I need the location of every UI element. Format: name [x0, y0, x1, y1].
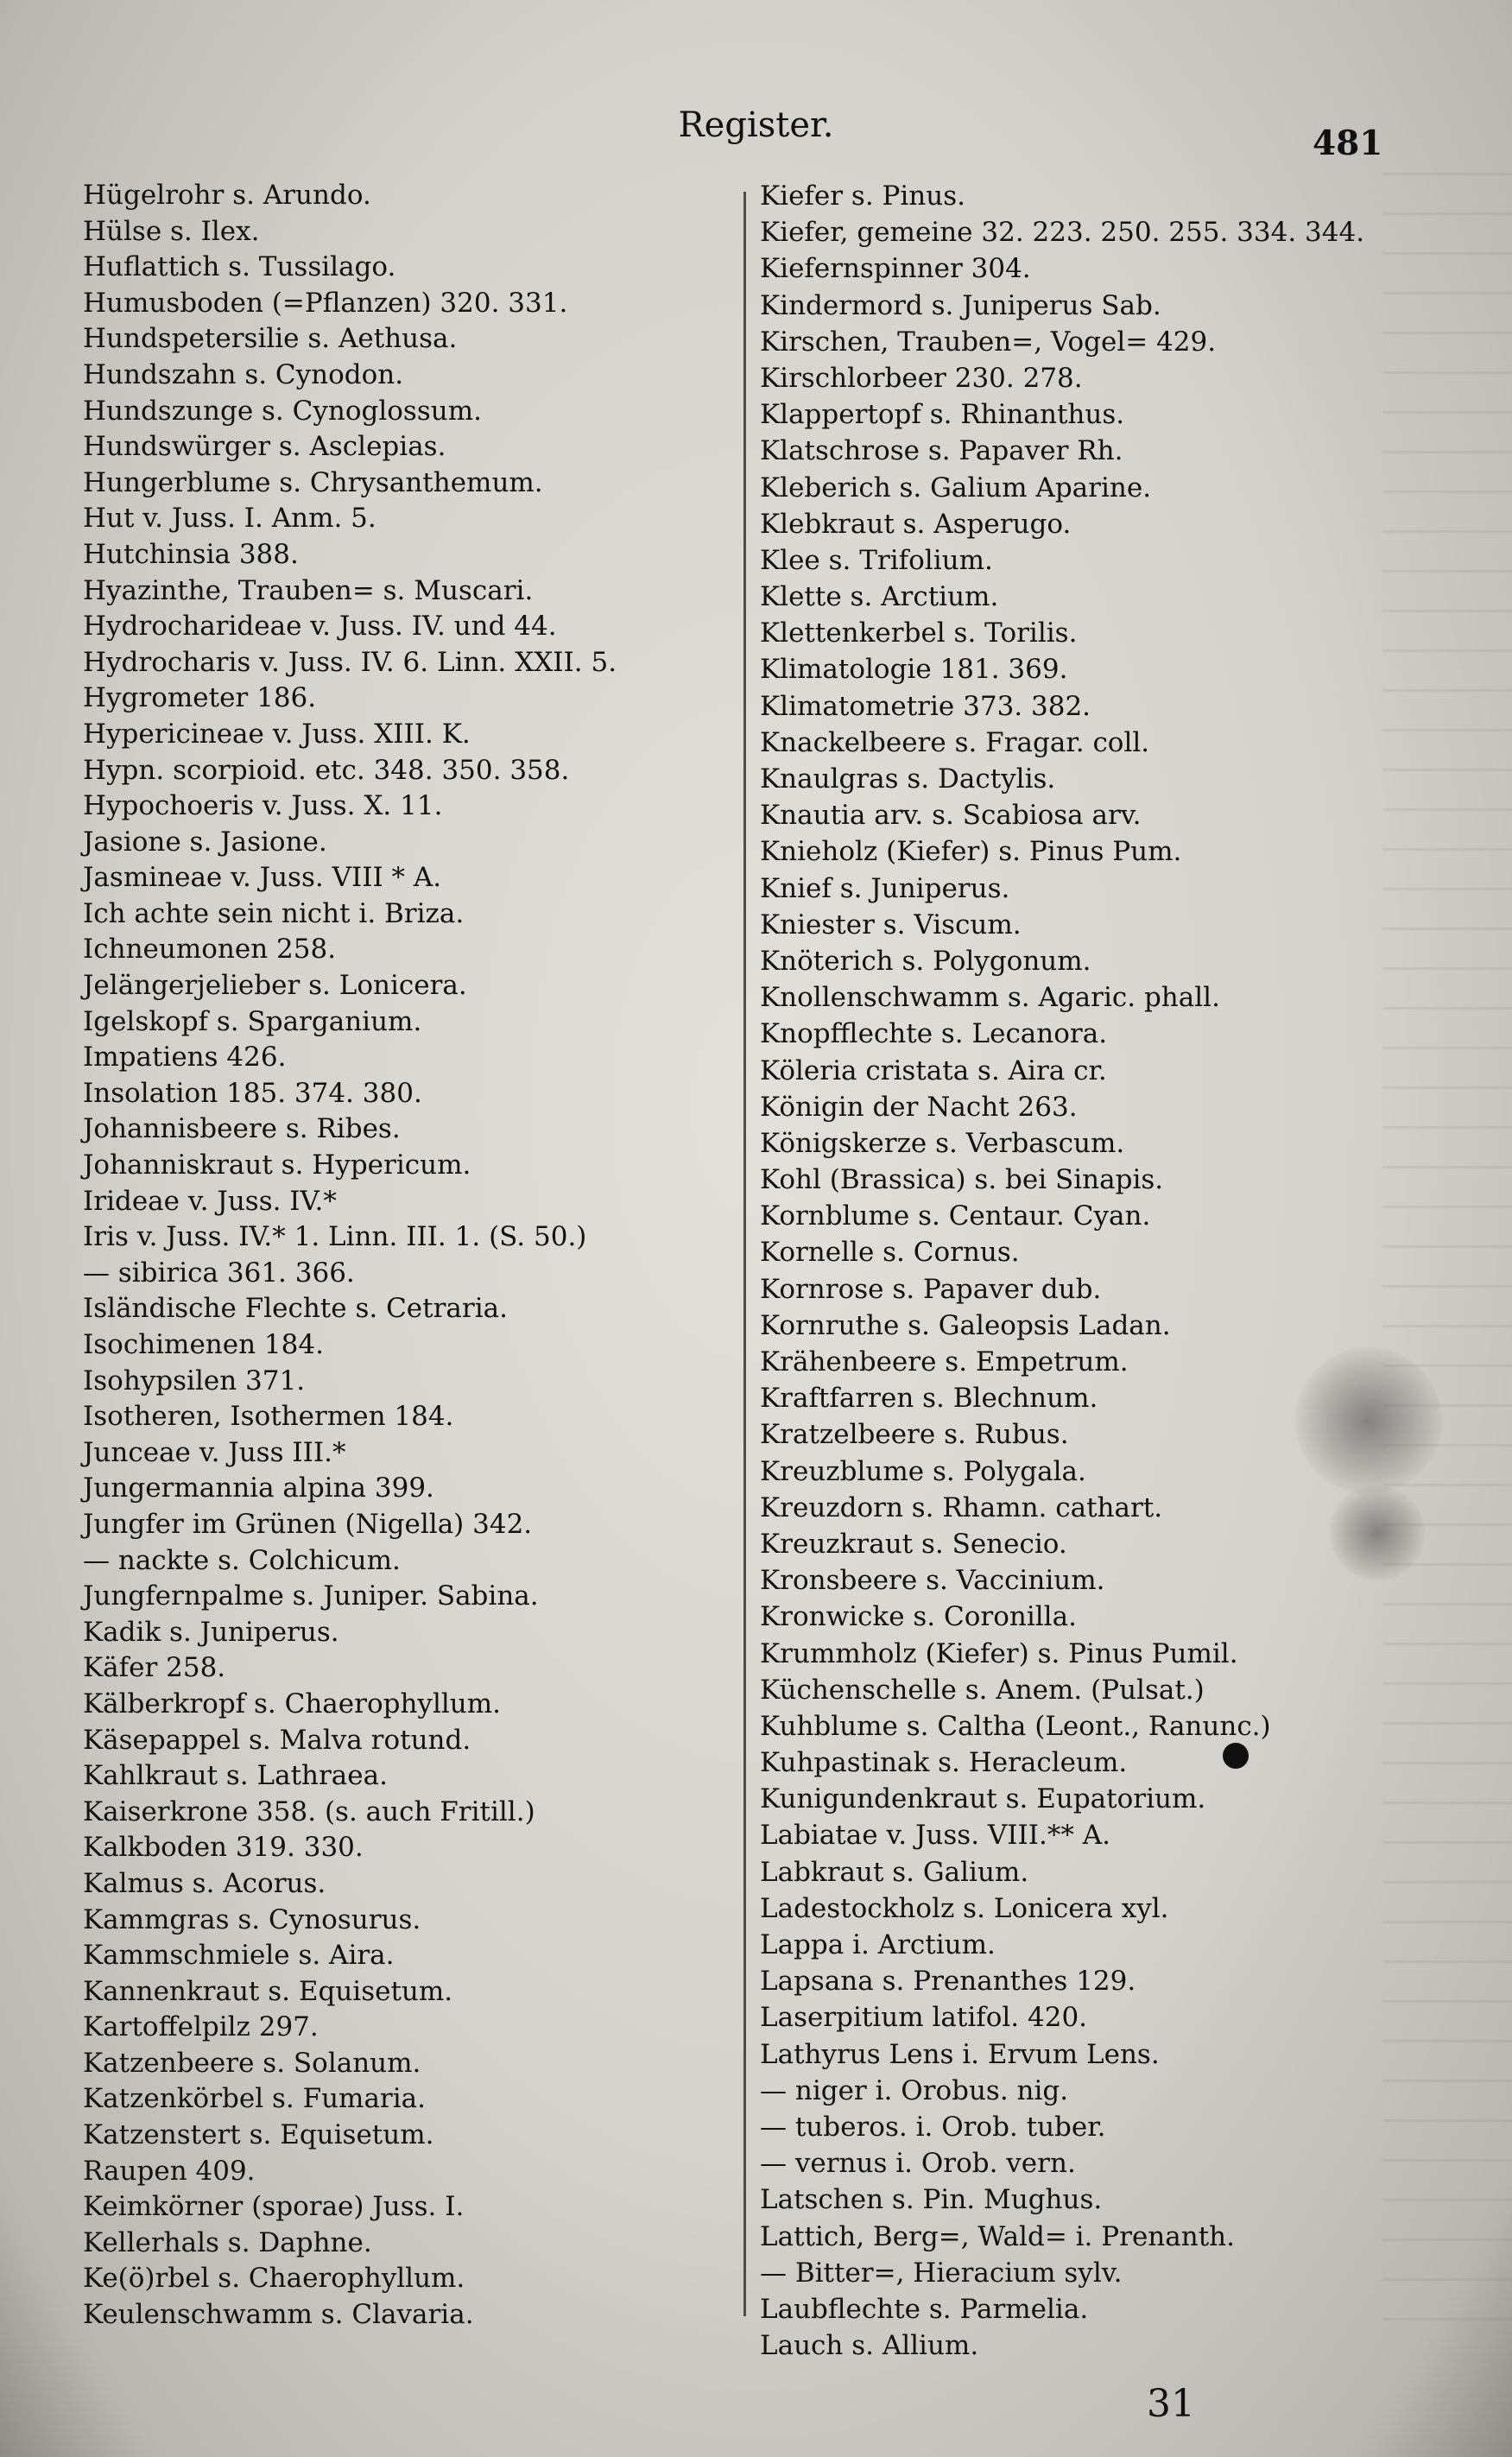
index-entry: Knöterich s. Polygonum. — [760, 945, 1091, 977]
index-entry: Kreuzkraut s. Senecio. — [760, 1528, 1067, 1560]
index-entry: Klettenkerbel s. Torilis. — [760, 617, 1078, 649]
index-entry: Laubflechte s. Parmelia. — [760, 2293, 1089, 2325]
index-entry: Insolation 185. 374. 380. — [83, 1077, 422, 1109]
index-entry: Ich achte sein nicht i. Briza. — [83, 897, 465, 929]
index-entry: Kornelle s. Cornus. — [760, 1237, 1020, 1269]
index-entry: Klee s. Trifolium. — [760, 544, 993, 576]
index-entry: Kronwicke s. Coronilla. — [760, 1601, 1077, 1633]
index-entry: Latschen s. Pin. Mughus. — [760, 2184, 1103, 2216]
index-entry: Klatschrose s. Papaver Rh. — [760, 435, 1123, 467]
index-entry: Küchenschelle s. Anem. (Pulsat.) — [760, 1674, 1205, 1706]
index-entry: Hygrometer 186. — [83, 682, 317, 714]
index-entry: Kniester s. Viscum. — [760, 909, 1022, 940]
index-entry: Lauch s. Allium. — [760, 2330, 979, 2362]
index-entry: Lathyrus Lens i. Ervum Lens. — [760, 2038, 1160, 2070]
index-entry: Isländische Flechte s. Cetraria. — [83, 1293, 508, 1325]
index-entry: Hundszunge s. Cynoglossum. — [83, 395, 482, 427]
index-entry: Kannenkraut s. Equisetum. — [83, 1975, 453, 2007]
index-entry: Lappa i. Arctium. — [760, 1929, 996, 1960]
signature-mark: 31 — [1147, 2382, 1195, 2426]
index-entry: Kratzelbeere s. Rubus. — [760, 1419, 1069, 1451]
index-entry: Kraftfarren s. Blechnum. — [760, 1383, 1098, 1415]
index-entry: Klette s. Arctium. — [760, 581, 999, 613]
index-entry: Kohl (Brassica) s. bei Sinapis. — [760, 1164, 1164, 1196]
index-entry: Kahlkraut s. Lathraea. — [83, 1760, 388, 1792]
index-entry: Iris v. Juss. IV.* 1. Linn. III. 1. (S. 50.) — [83, 1221, 587, 1253]
index-entry: Hyazinthe, Trauben= s. Muscari. — [83, 574, 534, 606]
index-entry: Katzenstert s. Equisetum. — [83, 2119, 434, 2151]
index-entry: Hypericineae v. Juss. XIII. K. — [83, 718, 471, 750]
ink-blot — [1223, 1743, 1249, 1769]
index-entry: Jungermannia alpina 399. — [83, 1472, 434, 1504]
index-entry: Ladestockholz s. Lonicera xyl. — [760, 1892, 1169, 1924]
index-entry: Hypochoeris v. Juss. X. 11. — [83, 790, 443, 822]
index-entry: Kirschlorbeer 230. 278. — [760, 362, 1083, 394]
index-entry: Kindermord s. Juniperus Sab. — [760, 289, 1161, 321]
index-entry: — vernus i. Orob. vern. — [760, 2148, 1076, 2180]
index-entry: Katzenbeere s. Solanum. — [83, 2047, 421, 2079]
index-entry: Kronsbeere s. Vaccinium. — [760, 1565, 1105, 1597]
index-entry: Königin der Nacht 263. — [760, 1091, 1078, 1123]
index-entry: Hydrocharideae v. Juss. IV. und 44. — [83, 611, 557, 643]
index-entry: Keimkörner (sporae) Juss. I. — [83, 2191, 465, 2223]
left-column — [83, 178, 739, 2334]
column-divider — [743, 192, 746, 2316]
index-entry: Knautia arv. s. Scabiosa arv. — [760, 800, 1142, 832]
index-entry: Käfer 258. — [83, 1652, 226, 1684]
index-entry: Hülse s. Ilex. — [83, 215, 260, 247]
index-entry: Kuhpastinak s. Heracleum. — [760, 1747, 1128, 1779]
index-entry: Humusboden (=Pflanzen) 320. 331. — [83, 287, 568, 319]
index-entry: Kälberkropf s. Chaerophyllum. — [83, 1688, 501, 1719]
index-entry: Jasione s. Jasione. — [83, 826, 327, 858]
index-entry: Kaiserkrone 358. (s. auch Fritill.) — [83, 1795, 535, 1827]
index-entry: Ke(ö)rbel s. Chaerophyllum. — [83, 2263, 465, 2295]
index-entry: Impatiens 426. — [83, 1042, 287, 1073]
index-entry: Junceae v. Juss III.* — [83, 1436, 346, 1468]
index-entry: — tuberos. i. Orob. tuber. — [760, 2111, 1106, 2143]
index-entry: Johanniskraut s. Hypericum. — [83, 1149, 471, 1181]
index-entry: Jungfer im Grünen (Nigella) 342. — [83, 1508, 533, 1540]
index-entry: Lapsana s. Prenanthes 129. — [760, 1966, 1136, 1998]
index-entry: Hutchinsia 388. — [83, 538, 299, 570]
index-entry: Klappertopf s. Rhinanthus. — [760, 399, 1125, 431]
index-entry: Hut v. Juss. I. Anm. 5. — [83, 503, 376, 535]
index-entry: Hundspetersilie s. Aethusa. — [83, 323, 458, 355]
index-entry: Kadik s. Juniperus. — [83, 1616, 339, 1648]
index-entry: Katzenkörbel s. Fumaria. — [83, 2083, 427, 2115]
index-entry: Kreuzblume s. Polygala. — [760, 1455, 1086, 1487]
index-entry: Köleria cristata s. Aira cr. — [760, 1054, 1107, 1086]
index-entry: Hypn. scorpioid. etc. 348. 350. 358. — [83, 754, 570, 786]
index-entry: Krähenbeere s. Empetrum. — [760, 1346, 1129, 1377]
index-entry: Hügelrohr s. Arundo. — [83, 180, 371, 211]
index-entry: Huflattich s. Tussilago. — [83, 251, 396, 283]
index-entry: Knaulgras s. Dactylis. — [760, 763, 1056, 795]
index-entry: Labkraut s. Galium. — [760, 1856, 1029, 1888]
index-entry: Kalmus s. Acorus. — [83, 1867, 326, 1899]
index-entry: Laserpitium latifol. 420. — [760, 2002, 1088, 2034]
index-entry: Raupen 409. — [83, 2155, 256, 2187]
index-entry: Kammgras s. Cynosurus. — [83, 1903, 421, 1935]
index-entry: Kleberich s. Galium Aparine. — [760, 472, 1152, 503]
page-number: 481 — [1313, 123, 1383, 163]
index-entry: Kornblume s. Centaur. Cyan. — [760, 1200, 1151, 1232]
index-entry: Kammschmiele s. Aira. — [83, 1940, 395, 1972]
index-entry: Jungfernpalme s. Juniper. Sabina. — [83, 1580, 539, 1612]
index-entry: Kiefer, gemeine 32. 223. 250. 255. 334. 344. — [760, 217, 1365, 249]
index-entry: Krummholz (Kiefer) s. Pinus Pumil. — [760, 1637, 1238, 1669]
index-entry: Isohypsilen 371. — [83, 1365, 306, 1396]
right-column — [760, 178, 1382, 2364]
index-entry: Knief s. Juniperus. — [760, 872, 1010, 904]
index-entry: Königskerze s. Verbascum. — [760, 1127, 1125, 1159]
index-entry: Jasmineae v. Juss. VIII * A. — [83, 862, 442, 894]
index-entry: — sibirica 361. 366. — [83, 1257, 355, 1289]
index-entry: Kornruthe s. Galeopsis Ladan. — [760, 1309, 1171, 1341]
index-entry: Jelängerjelieber s. Lonicera. — [83, 970, 467, 1002]
index-entry: Igelskopf s. Sparganium. — [83, 1005, 422, 1037]
index-entry: Hundswürger s. Asclepias. — [83, 431, 446, 463]
index-entry: Kreuzdorn s. Rhamn. cathart. — [760, 1491, 1163, 1523]
index-entry: Lattich, Berg=, Wald= i. Prenanth. — [760, 2220, 1235, 2252]
index-entry: Kornrose s. Papaver dub. — [760, 1273, 1102, 1305]
index-entry: Isotheren, Isothermen 184. — [83, 1401, 454, 1433]
index-entry: Kirschen, Trauben=, Vogel= 429. — [760, 326, 1217, 358]
index-entry: Labiatae v. Juss. VIII.** A. — [760, 1820, 1110, 1852]
index-entry: Hundszahn s. Cynodon. — [83, 358, 404, 390]
index-entry: — niger i. Orobus. nig. — [760, 2074, 1069, 2106]
index-entry: Kellerhals s. Daphne. — [83, 2226, 372, 2258]
index-entry: Kuhblume s. Caltha (Leont., Ranunc.) — [760, 1710, 1271, 1742]
index-entry: Johannisbeere s. Ribes. — [83, 1113, 401, 1145]
index-entry: Irideae v. Juss. IV.* — [83, 1185, 337, 1217]
index-entry: Knopfflechte s. Lecanora. — [760, 1018, 1108, 1050]
index-entry: Hydrocharis v. Juss. IV. 6. Linn. XXII. 5. — [83, 646, 617, 678]
index-entry: Kiefernspinner 304. — [760, 253, 1031, 285]
index-entry: Isochimenen 184. — [83, 1329, 324, 1360]
index-entry: Ichneumonen 258. — [83, 934, 337, 966]
index-entry: Hungerblume s. Chrysanthemum. — [83, 466, 543, 498]
index-entry: Klebkraut s. Asperugo. — [760, 508, 1072, 540]
bleed-through-shadow — [1382, 173, 1512, 2332]
index-entry: Kalkboden 319. 330. — [83, 1832, 364, 1864]
index-entry: — Bitter=, Hieracium sylv. — [760, 2257, 1123, 2289]
index-entry: Klimatometrie 373. 382. — [760, 690, 1091, 722]
index-entry: — nackte s. Colchicum. — [83, 1544, 401, 1576]
index-entry: Kartoffelpilz 297. — [83, 2011, 319, 2043]
index-entry: Käsepappel s. Malva rotund. — [83, 1724, 471, 1756]
index-entry: Knollenschwamm s. Agaric. phall. — [760, 982, 1220, 1014]
index-entry: Kunigundenkraut s. Eupatorium. — [760, 1783, 1206, 1815]
index-entry: Knackelbeere s. Fragar. coll. — [760, 726, 1150, 758]
index-entry: Knieholz (Kiefer) s. Pinus Pum. — [760, 836, 1182, 868]
index-entry: Klimatologie 181. 369. — [760, 654, 1068, 686]
index-entry: Keulenschwamm s. Clavaria. — [83, 2299, 474, 2331]
running-header: Register. — [678, 105, 834, 145]
index-entry: Kiefer s. Pinus. — [760, 180, 965, 212]
